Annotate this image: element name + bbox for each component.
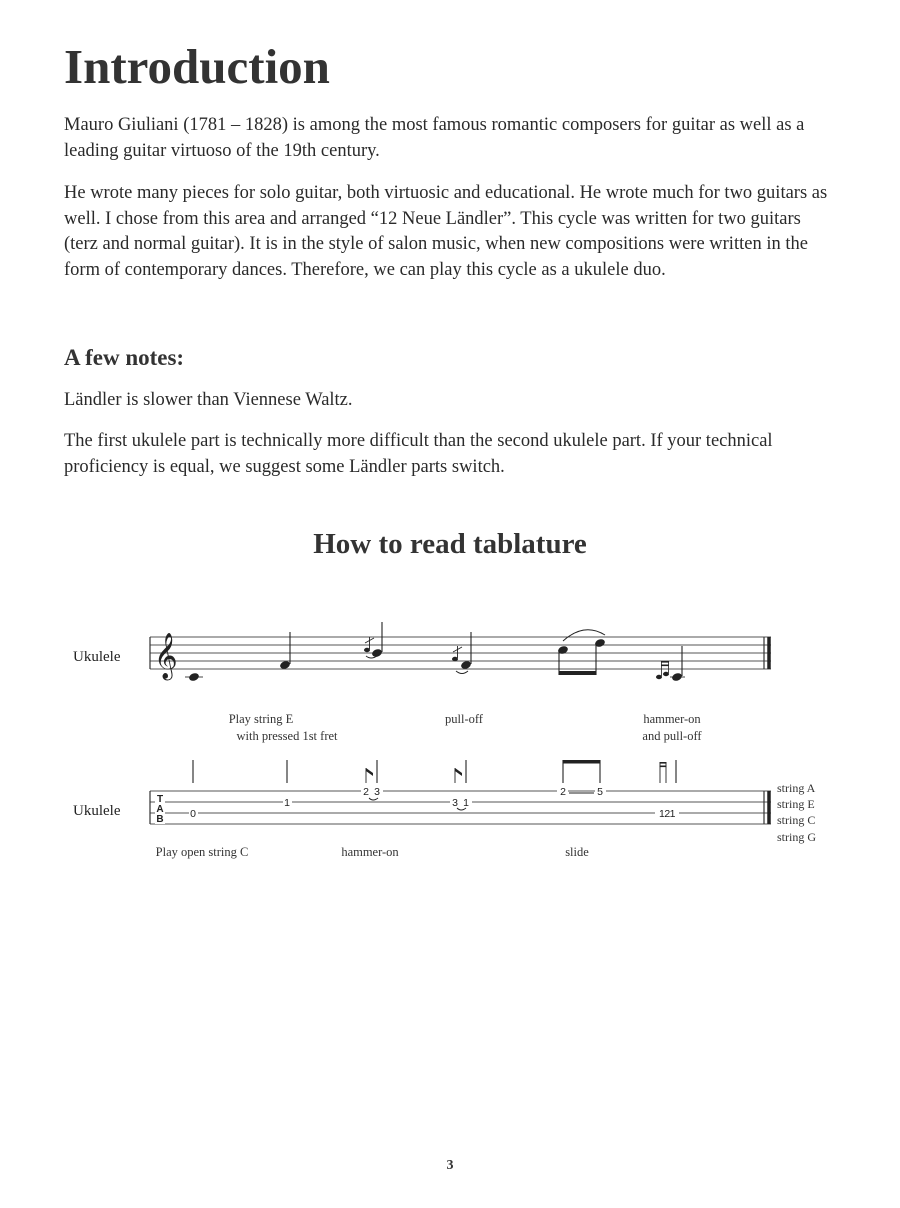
notes-heading: A few notes: <box>64 345 185 370</box>
note-hammer-pull <box>656 646 685 682</box>
intro-paragraph-2: He wrote many pieces for solo guitar, both virtuosic and educational. He wrote much for two guitars as well. I chose from this area and arranged “12 Neue Ländler”. This cycle was written for two guitars (terz and normal guitar). It is in the style of salon music, when new compositions were written in the form of contemporary dances. Therefore, we can play this cycle as a ukulele duo. <box>64 183 828 280</box>
staff-instrument-label: Ukulele <box>73 649 121 665</box>
string-names <box>777 781 816 844</box>
svg-text:3: 3 <box>452 797 458 809</box>
svg-text:5: 5 <box>597 786 603 798</box>
tab-final-barline <box>764 791 769 824</box>
page-title: Introduction <box>64 39 330 94</box>
svg-text:1: 1 <box>284 797 290 809</box>
svg-text:2: 2 <box>560 786 566 798</box>
svg-text:string E: string E <box>777 797 815 811</box>
annotation-open-string-c: Play open string C <box>155 845 249 859</box>
annotation-hammer-on: hammer-on <box>341 845 399 859</box>
intro-paragraph-1: Mauro Giuliani (1781 – 1828) is among the most famous romantic composers for guitar as well as a leading guitar virtuoso of the 19th century. <box>64 115 805 161</box>
tablature-example-figure <box>0 610 900 870</box>
annotation-hammer-pull-line2: and pull-off <box>642 729 702 743</box>
note-paragraph-1: Ländler is slower than Viennese Waltz. <box>64 390 353 410</box>
treble-clef-icon: 𝄞 <box>154 633 178 679</box>
annotation-pull-off: pull-off <box>445 712 483 726</box>
note-open-c <box>185 672 203 682</box>
tab-instrument-label: Ukulele <box>73 803 121 819</box>
note-paragraph-2: The first ukulele part is technically more difficult than the second ukulele part. If your technical proficiency is equal, we suggest some Ländler parts switch. <box>64 431 773 477</box>
svg-text:3: 3 <box>374 786 380 798</box>
tab-rhythm-stems <box>193 760 676 783</box>
tab-rhythm-flags <box>366 760 667 776</box>
svg-text:string A: string A <box>777 781 816 795</box>
tab-hammer-slur <box>369 798 378 800</box>
notation-staff <box>150 637 771 669</box>
tablature-section-title: How to read tablature <box>313 528 587 560</box>
svg-text:B: B <box>156 814 164 825</box>
svg-text:T: T <box>156 794 164 805</box>
svg-text:A: A <box>156 804 164 815</box>
annotation-play-string-e-line2: with pressed 1st fret <box>236 729 338 743</box>
svg-text:2: 2 <box>363 786 369 798</box>
page-number: 3 <box>446 1158 454 1173</box>
svg-text:0: 0 <box>190 808 196 820</box>
tab-staff <box>150 791 771 824</box>
tab-clef <box>155 793 165 825</box>
annotation-slide: slide <box>565 845 589 859</box>
annotation-play-string-e-line1: Play string E <box>228 712 294 726</box>
svg-text:1: 1 <box>463 797 469 809</box>
svg-text:string G: string G <box>777 830 816 844</box>
note-f <box>279 632 291 670</box>
svg-text:121: 121 <box>658 808 676 820</box>
svg-text:string C: string C <box>777 813 816 827</box>
annotation-hammer-pull-line1: hammer-on <box>643 712 701 726</box>
